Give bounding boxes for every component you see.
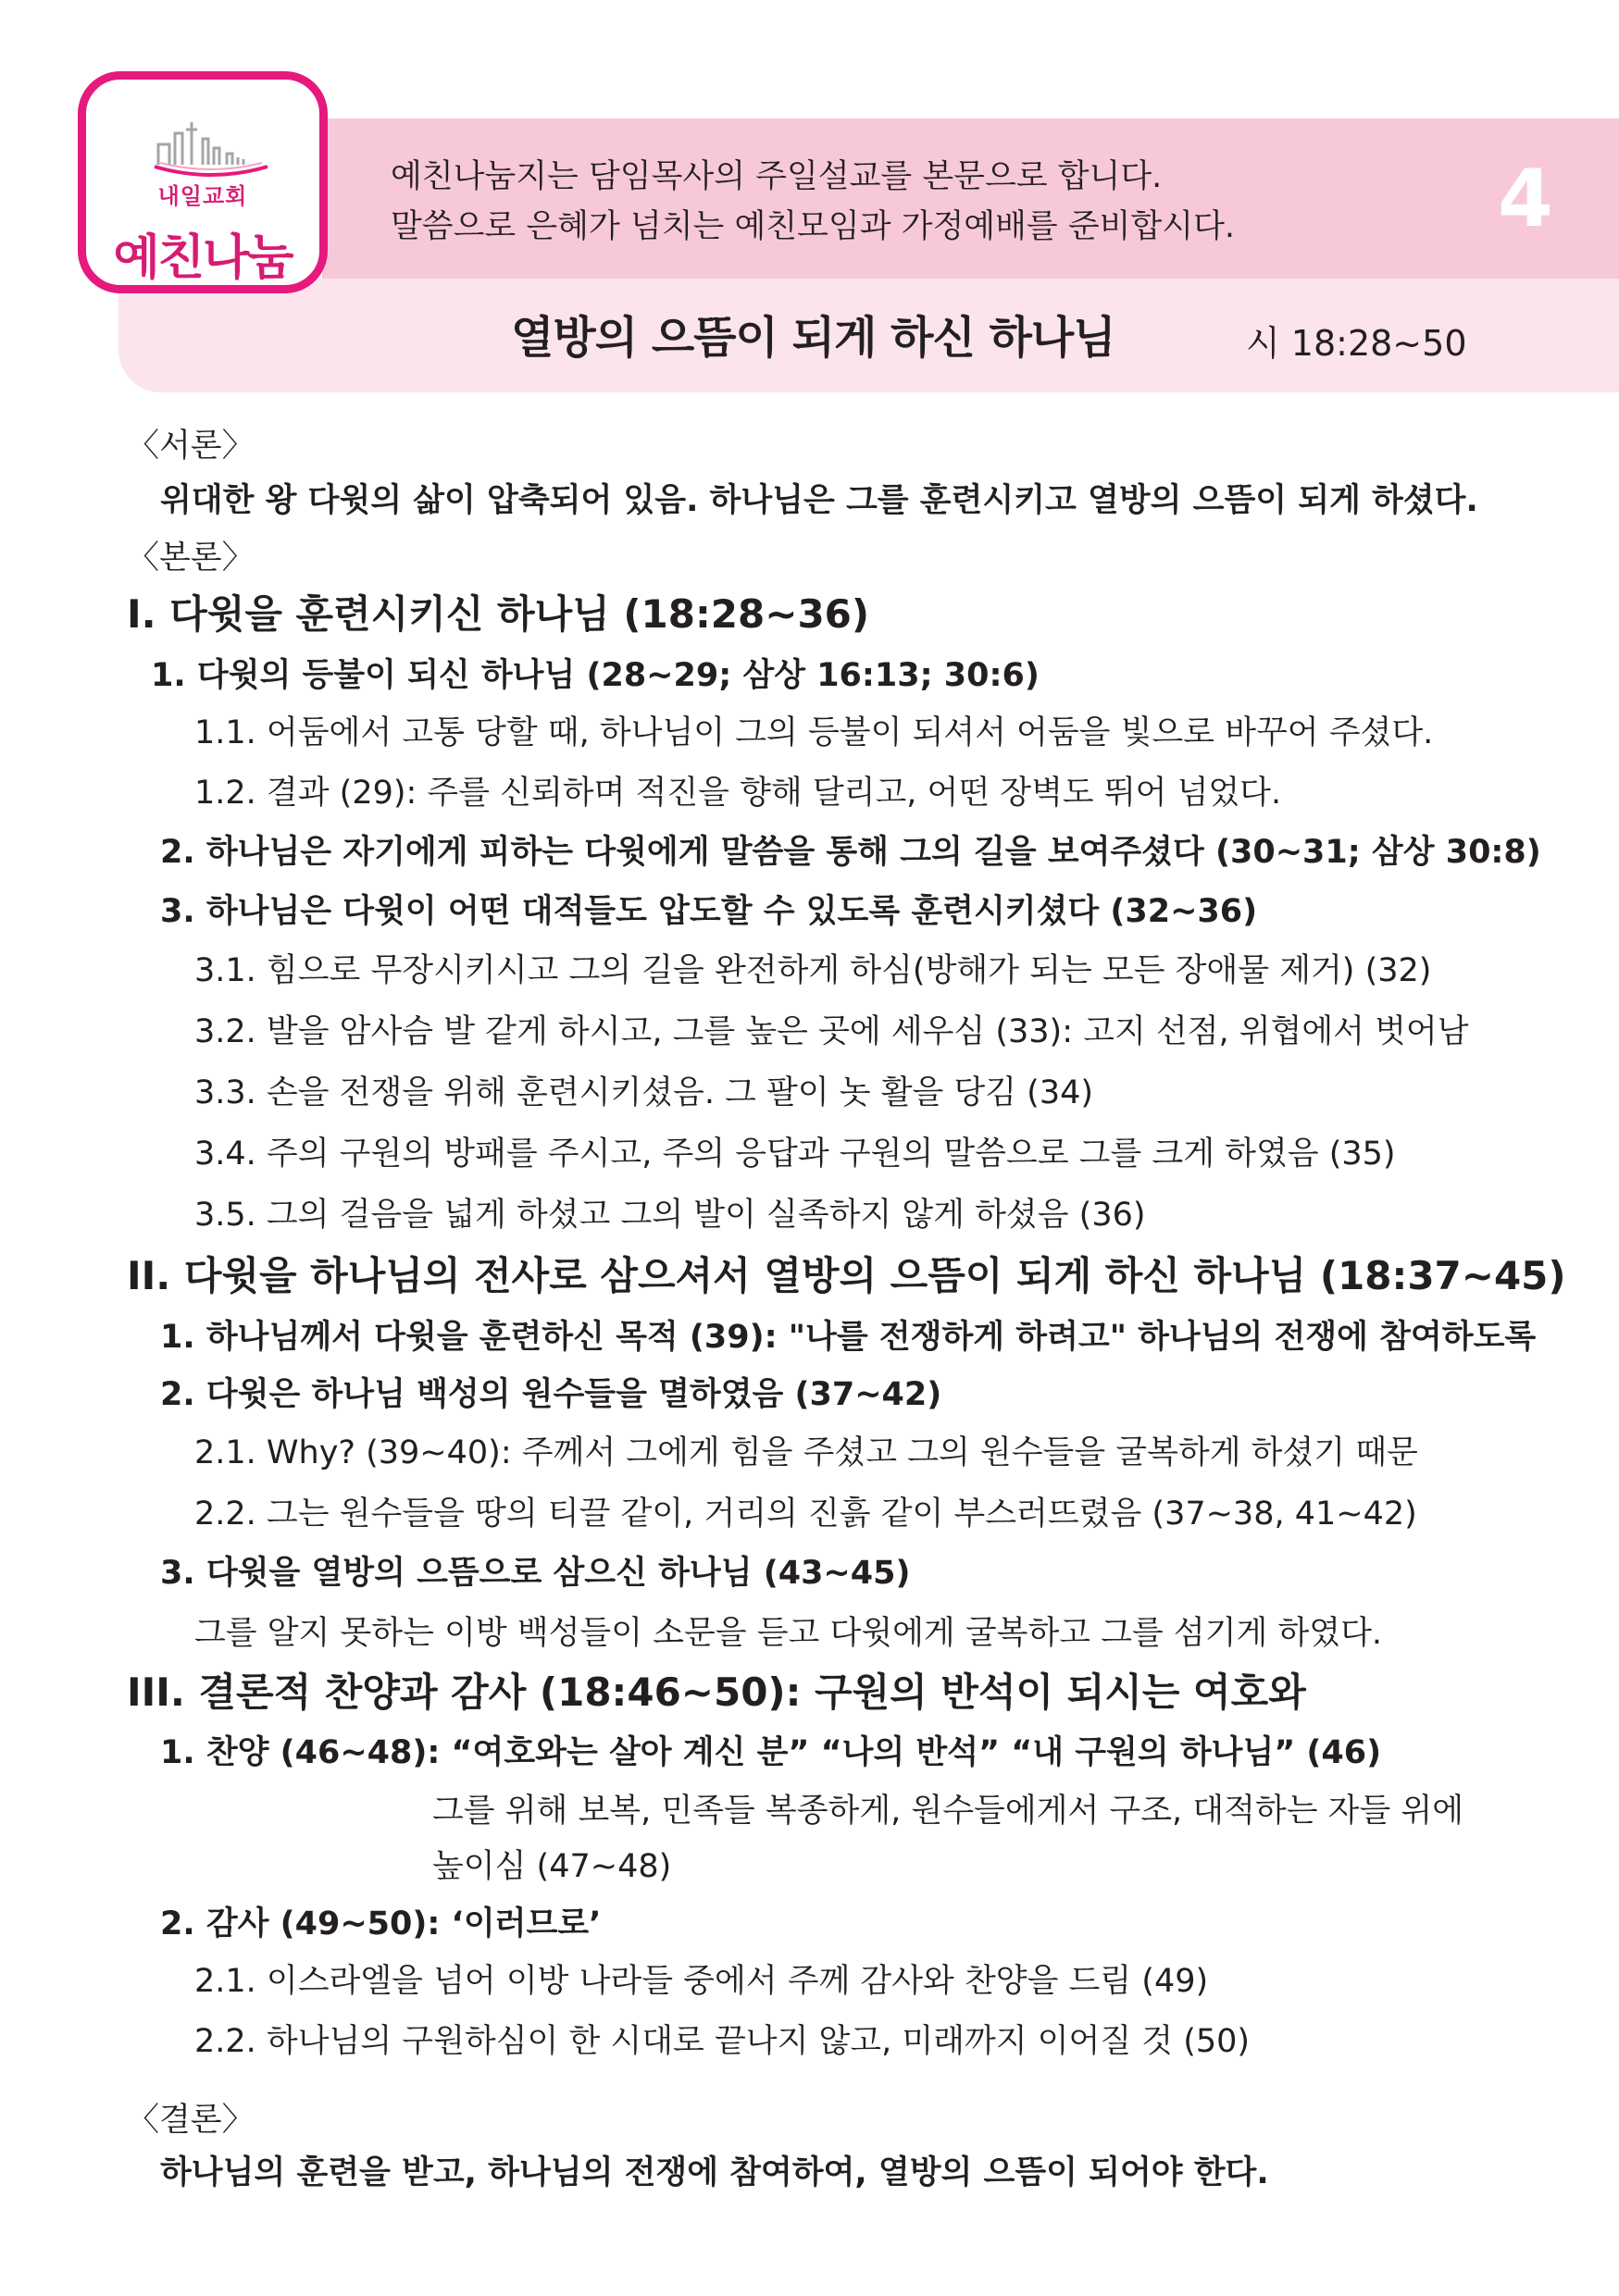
outline-subitem: 3.3. 손을 전쟁을 위해 훈련시키셨음. 그 팔이 놋 활을 당김 (34) xyxy=(194,1074,1094,1111)
section-label: 〈본론〉 xyxy=(127,540,255,577)
outline-item: 2. 감사 (49~50): ‘이러므로’ xyxy=(160,1905,602,1942)
major-heading: I. 다윗을 훈련시키신 하나님 (18:28~36) xyxy=(127,591,870,637)
outline-item: 2. 다윗은 하나님 백성의 원수들을 멸하였음 (37~42) xyxy=(160,1376,942,1413)
outline-subitem: 3.5. 그의 걸음을 넓게 하셨고 그의 발이 실족하지 않게 하셨음 (36) xyxy=(194,1197,1146,1234)
outline-text: 그를 위해 보복, 민족들 복종하게, 원수들에게서 구조, 대적하는 자들 위에 xyxy=(432,1793,1463,1830)
church-skyline-icon xyxy=(151,117,271,181)
outline-item: 3. 하나님은 다윗이 어떤 대적들도 압도할 수 있도록 훈련시키셨다 (32~36) xyxy=(160,893,1258,930)
outline-item: 1. 찬양 (46~48): “여호와는 살아 계신 분” “나의 반석” “내 구원의 하나님” (46) xyxy=(160,1734,1382,1771)
sermon-title: 열방의 으뜸이 되게 하신 하나님 xyxy=(511,312,1115,364)
brand-name: 예친나눔 xyxy=(113,230,293,286)
intro-summary: 위대한 왕 다윗의 삶이 압축되어 있음. 하나님은 그를 훈련시키고 열방의 으뜸이 되게 하셨다. xyxy=(160,482,1478,519)
outline-subitem: 3.1. 힘으로 무장시키시고 그의 길을 완전하게 하심(방해가 되는 모든 장애물 제거) (32) xyxy=(194,952,1432,989)
outline-subitem: 3.4. 주의 구원의 방패를 주시고, 주의 응답과 구원의 말씀으로 그를 크게 하였음 (35) xyxy=(194,1136,1396,1173)
conclusion-text: 하나님의 훈련을 받고, 하나님의 전쟁에 참여하여, 열방의 으뜸이 되어야 한다. xyxy=(160,2154,1269,2191)
scripture-reference: 시 18:28~50 xyxy=(1246,323,1467,364)
header-banner xyxy=(322,118,1619,279)
outline-item: 1. 다윗의 등불이 되신 하나님 (28~29; 삼상 16:13; 30:6) xyxy=(151,657,1040,694)
major-heading: II. 다윗을 하나님의 전사로 삼으셔서 열방의 으뜸이 되게 하신 하나님 (18:37~45) xyxy=(127,1253,1566,1298)
section-label: 〈서론〉 xyxy=(127,428,255,465)
outline-item: 2. 하나님은 자기에게 피하는 다윗에게 말씀을 통해 그의 길을 보여주셨다 (30~31; 삼상 30:8) xyxy=(160,834,1541,871)
outline-subitem: 2.2. 그는 원수들을 땅의 티끌 같이, 거리의 진흙 같이 부스러뜨렸음 (37~38, 41~42) xyxy=(194,1496,1417,1533)
section-label: 〈결론〉 xyxy=(127,2102,255,2139)
intro-line: 예친나눔지는 담임목사의 주일설교를 본문으로 합니다. xyxy=(391,158,1163,195)
outline-subitem: 1.1. 어둠에서 고통 당할 때, 하나님이 그의 등불이 되셔서 어둠을 빛으로 바꾸어 주셨다. xyxy=(194,714,1434,751)
logo xyxy=(78,71,328,293)
church-name: 내일교회 xyxy=(157,183,248,209)
outline-text: 그를 알지 못하는 이방 백성들이 소문을 듣고 다윗에게 굴복하고 그를 섬기게 하였다. xyxy=(194,1615,1383,1652)
outline-subitem: 1.2. 결과 (29): 주를 신뢰하며 적진을 향해 달리고, 어떤 장벽도 뛰어 넘었다. xyxy=(194,775,1282,812)
intro-line: 말씀으로 은혜가 넘치는 예친모임과 가정예배를 준비합시다. xyxy=(391,208,1236,245)
page-number: 4 xyxy=(1498,153,1553,245)
outline-item: 1. 하나님께서 다윗을 훈련하신 목적 (39): "나를 전쟁하게 하려고" 하나님의 전쟁에 참여하도록 xyxy=(160,1319,1537,1356)
outline-text: 높이심 (47~48) xyxy=(432,1848,672,1885)
outline-subitem: 2.1. 이스라엘을 넘어 이방 나라들 중에서 주께 감사와 찬양을 드림 (49) xyxy=(194,1963,1209,2000)
outline-subitem: 3.2. 발을 암사슴 발 같게 하시고, 그를 높은 곳에 세우심 (33): 고지 선점, 위협에서 벗어남 xyxy=(194,1013,1469,1050)
outline-subitem: 2.1. Why? (39~40): 주께서 그에게 힘을 주셨고 그의 원수들을 굴복하게 하셨기 때문 xyxy=(194,1434,1418,1471)
outline-subitem: 2.2. 하나님의 구원하심이 한 시대로 끝나지 않고, 미래까지 이어질 것 (50) xyxy=(194,2023,1251,2060)
outline-item: 3. 다윗을 열방의 으뜸으로 삼으신 하나님 (43~45) xyxy=(160,1555,911,1592)
major-heading: III. 결론적 찬양과 감사 (18:46~50): 구원의 반석이 되시는 여호와 xyxy=(127,1669,1306,1715)
